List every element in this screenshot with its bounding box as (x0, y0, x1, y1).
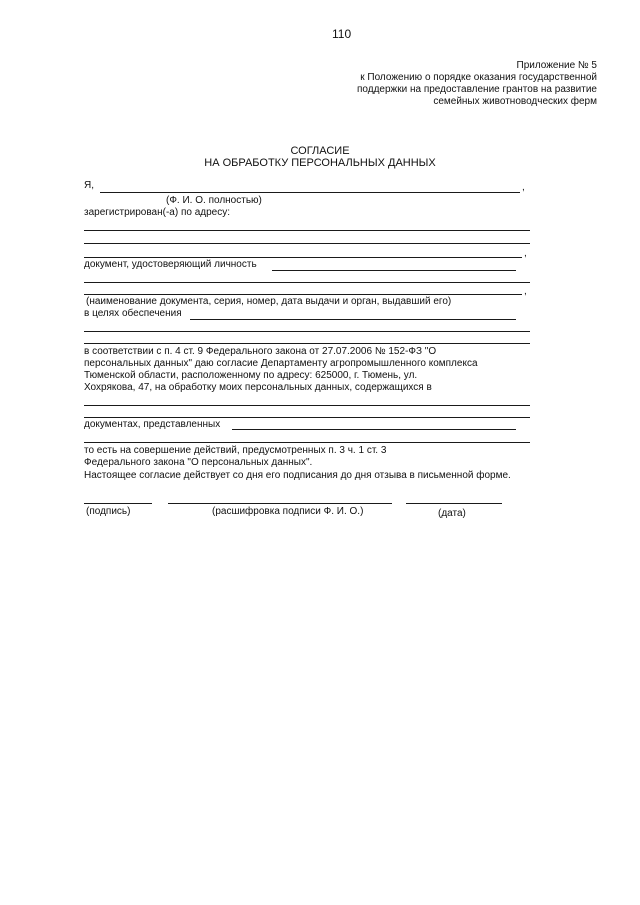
address-line-3 (84, 257, 522, 258)
consent-line: персональных данных" даю согласие Департаменту агропромышленного комплекса (84, 358, 478, 369)
documents-line-2 (84, 417, 530, 418)
documents-provided-line-2 (84, 442, 530, 443)
id-document-line-2 (84, 282, 530, 283)
fio-line (100, 192, 520, 193)
label-purpose: в целях обеспечения (84, 308, 182, 319)
page-number: 110 (332, 27, 352, 41)
purpose-line-3 (84, 343, 530, 344)
date-label: (дата) (438, 508, 466, 519)
signature-label: (подпись) (86, 506, 131, 517)
purpose-line (190, 319, 516, 320)
label-id-document: документ, удостоверяющий личность (84, 259, 257, 270)
actions-line: то есть на совершение действий, предусмотренных п. 3 ч. 1 ст. 3 (84, 445, 387, 456)
consent-line: Хохрякова, 47, на обработку моих персональных данных, содержащихся в (84, 382, 432, 393)
fio-caption: (Ф. И. О. полностью) (166, 195, 262, 206)
appendix-line: к Положению о порядке оказания государственной (360, 72, 597, 83)
validity-text: Настоящее согласие действует со дня его подписания до дня отзыва в письменной форме. (84, 470, 511, 481)
address-line-2 (84, 243, 530, 244)
appendix-line: семейных животноводческих ферм (433, 96, 597, 107)
purpose-line-2 (84, 331, 530, 332)
consent-line: Тюменской области, расположенному по адресу: 625000, г. Тюмень, ул. (84, 370, 418, 381)
date-line (406, 503, 502, 504)
decoding-line (168, 503, 392, 504)
label-registered: зарегистрирован(-а) по адресу: (84, 207, 231, 218)
comma: , (524, 286, 527, 297)
signature-line (84, 503, 152, 504)
comma: , (522, 182, 525, 193)
appendix-line: поддержки на предоставление грантов на развитие (356, 84, 597, 95)
actions-line: Федерального закона "О персональных данных". (84, 457, 313, 468)
title-line-2: НА ОБРАБОТКУ ПЕРСОНАЛЬНЫХ ДАННЫХ (204, 157, 436, 169)
consent-line: в соответствии с п. 4 ст. 9 Федерального закона от 27.07.2006 № 152-ФЗ "О (84, 346, 437, 357)
decoding-label: (расшифровка подписи Ф. И. О.) (212, 506, 364, 517)
label-ya: Я, (84, 180, 94, 191)
label-documents-provided: документах, представленных (84, 419, 221, 430)
id-document-line-3 (84, 294, 522, 295)
id-document-line (272, 270, 516, 271)
address-line-1 (84, 230, 530, 231)
title-line-1: СОГЛАСИЕ (290, 145, 350, 157)
comma: , (524, 248, 527, 259)
appendix-line: Приложение № 5 (516, 60, 597, 71)
documents-line-1 (84, 405, 530, 406)
documents-provided-line (232, 429, 516, 430)
doc-caption: (наименование документа, серия, номер, дата выдачи и орган, выдавший его) (86, 296, 452, 307)
